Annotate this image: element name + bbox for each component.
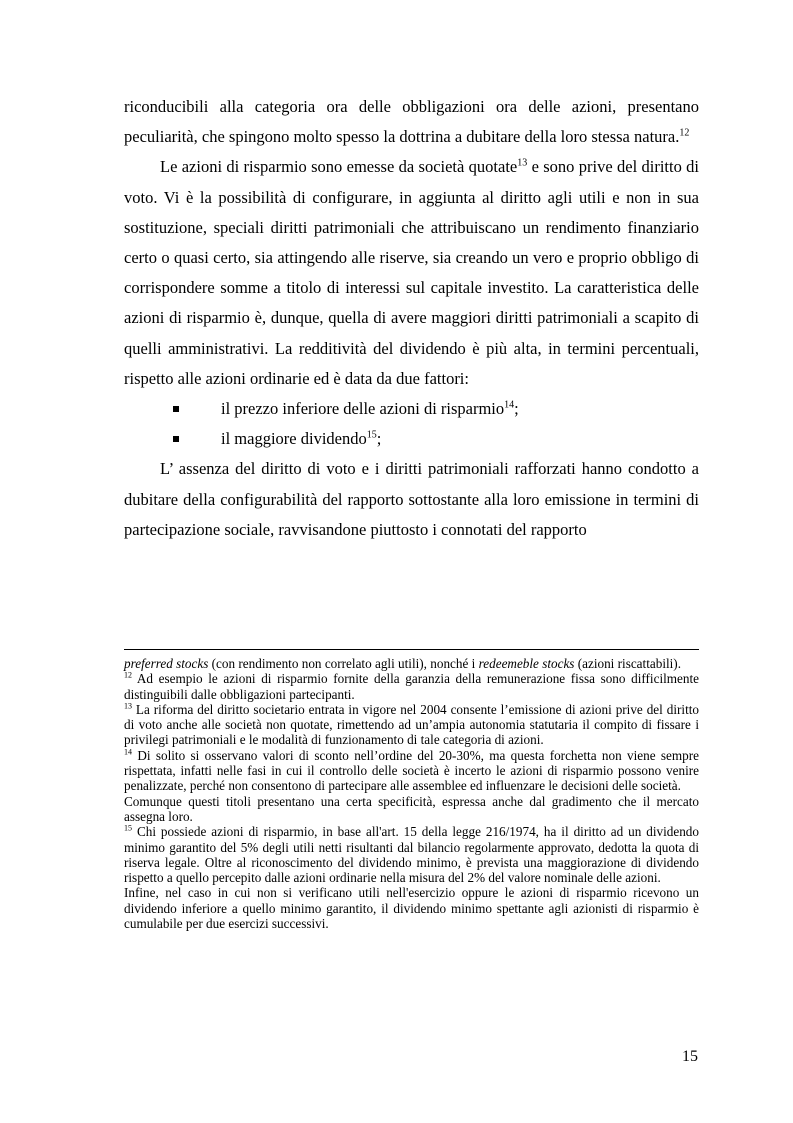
list-item: il maggiore dividendo$^{15}$; — [124, 424, 699, 454]
footnotes — [124, 656, 699, 931]
footnote-ref-12[interactable]: 12 — [679, 127, 690, 139]
paragraph-1: riconducibili alla categoria ora delle obbligazioni ora delle azioni, presentano peculiarità, che spingono molto spesso la dottrina a dubitare della loro stessa natura.$^{12}$ — [124, 97, 699, 147]
footnote-separator — [124, 649, 699, 650]
footnote-13: $^{13}$ La riforma del diritto societario entrata in vigore nel 2004 consente l’emissione di azioni prive del diritto di voto anche alle società non quotate, rimettendo ad un’ampia autonomia statutaria il compito di fissare i privilegi patrimoniali e le modalità di funzionamento di tale categoria di azioni. — [124, 701, 699, 748]
footnote-ref-15[interactable]: 15 — [366, 429, 377, 441]
factor-list — [124, 394, 699, 454]
footnote-continuation: preferred stocks (con rendimento non correlato agli utili), nonché i redeemeble stocks (azioni riscattabili). — [124, 656, 681, 671]
bullet-icon — [173, 406, 179, 412]
main-text — [124, 92, 699, 545]
bullet-icon — [173, 436, 179, 442]
footnote-15-continued: Infine, nel caso in cui non si verificano utili nell'esercizio oppure le azioni di risparmio ricevono un dividendo inferiore a quello minimo garantito, il dividendo minimo spettante agli azionisti di risparmio è cumulabile per due esercizi successivi. — [124, 885, 699, 932]
list-item: il prezzo inferiore delle azioni di risparmio$^{14}$; — [124, 394, 699, 424]
footnote-12: $^{12}$ Ad esempio le azioni di risparmio fornite della garanzia della remunerazione fissa sono difficilmente distinguibili dalle obbligazioni partecipanti. — [124, 670, 699, 702]
page-number: 15 — [682, 1048, 698, 1065]
footnote-14: $^{14}$ Di solito si osservano valori di sconto nell’ordine del 20-30%, ma questa forchetta non viene sempre rispettata, infatti nelle fasi in cui il controllo delle società è incerto le azioni di risparmio possono venire penalizzate, perché non consentono di partecipare alle assemblee ed influenzare le decisioni delle società. — [124, 747, 699, 794]
footnote-15: $^{15}$ Chi possiede azioni di risparmio, in base all'art. 15 della legge 216/1974, ha il diritto ad un dividendo minimo garantito del 5% degli utili netti risultanti dal bilancio regolarmente approvato, dedotta la quota di riserva legale. Oltre al riconoscimento del dividendo minimo, è prevista una maggiorazione di dividendo rispetto a quello percepito dalle azioni ordinarie nella misura del 2% del valore nominale delle azioni. — [124, 823, 699, 886]
paragraph-3: L’ assenza del diritto di voto e i diritti patrimoniali rafforzati hanno condotto a dubitare della configurabilità del rapporto sottostante alla loro emissione in termini di partecipazione sociale, ravvisandone piuttosto i connotati del rapporto — [124, 459, 699, 539]
footnote-ref-14[interactable]: 14 — [504, 399, 515, 411]
paragraph-2: Le azioni di risparmio sono emesse da società quotate$^{13}$ e sono prive del diritto di voto. Vi è la possibilità di configurare, in aggiunta al diritto agli utili e non in sua sostituzione, speciali diritti patrimoniali che attribuiscano un rendimento finanziario certo o quasi certo, sia attingendo alle riserve, sia creando un vero e proprio obbligo di corrispondere somme a titolo di interessi sul capitale investito. La caratteristica delle azioni di risparmio è, dunque, quella di avere maggiori diritti patrimoniali a scapito di quelli amministrativi. La redditività del dividendo è più alta, in termini percentuali, rispetto alle azioni ordinarie ed è data da due fattori: — [124, 157, 699, 388]
footnote-14-continued: Comunque questi titoli presentano una certa specificità, espressa anche dal gradimento che il mercato assegna loro. — [124, 793, 699, 824]
footnote-ref-13[interactable]: 13 — [517, 157, 528, 169]
